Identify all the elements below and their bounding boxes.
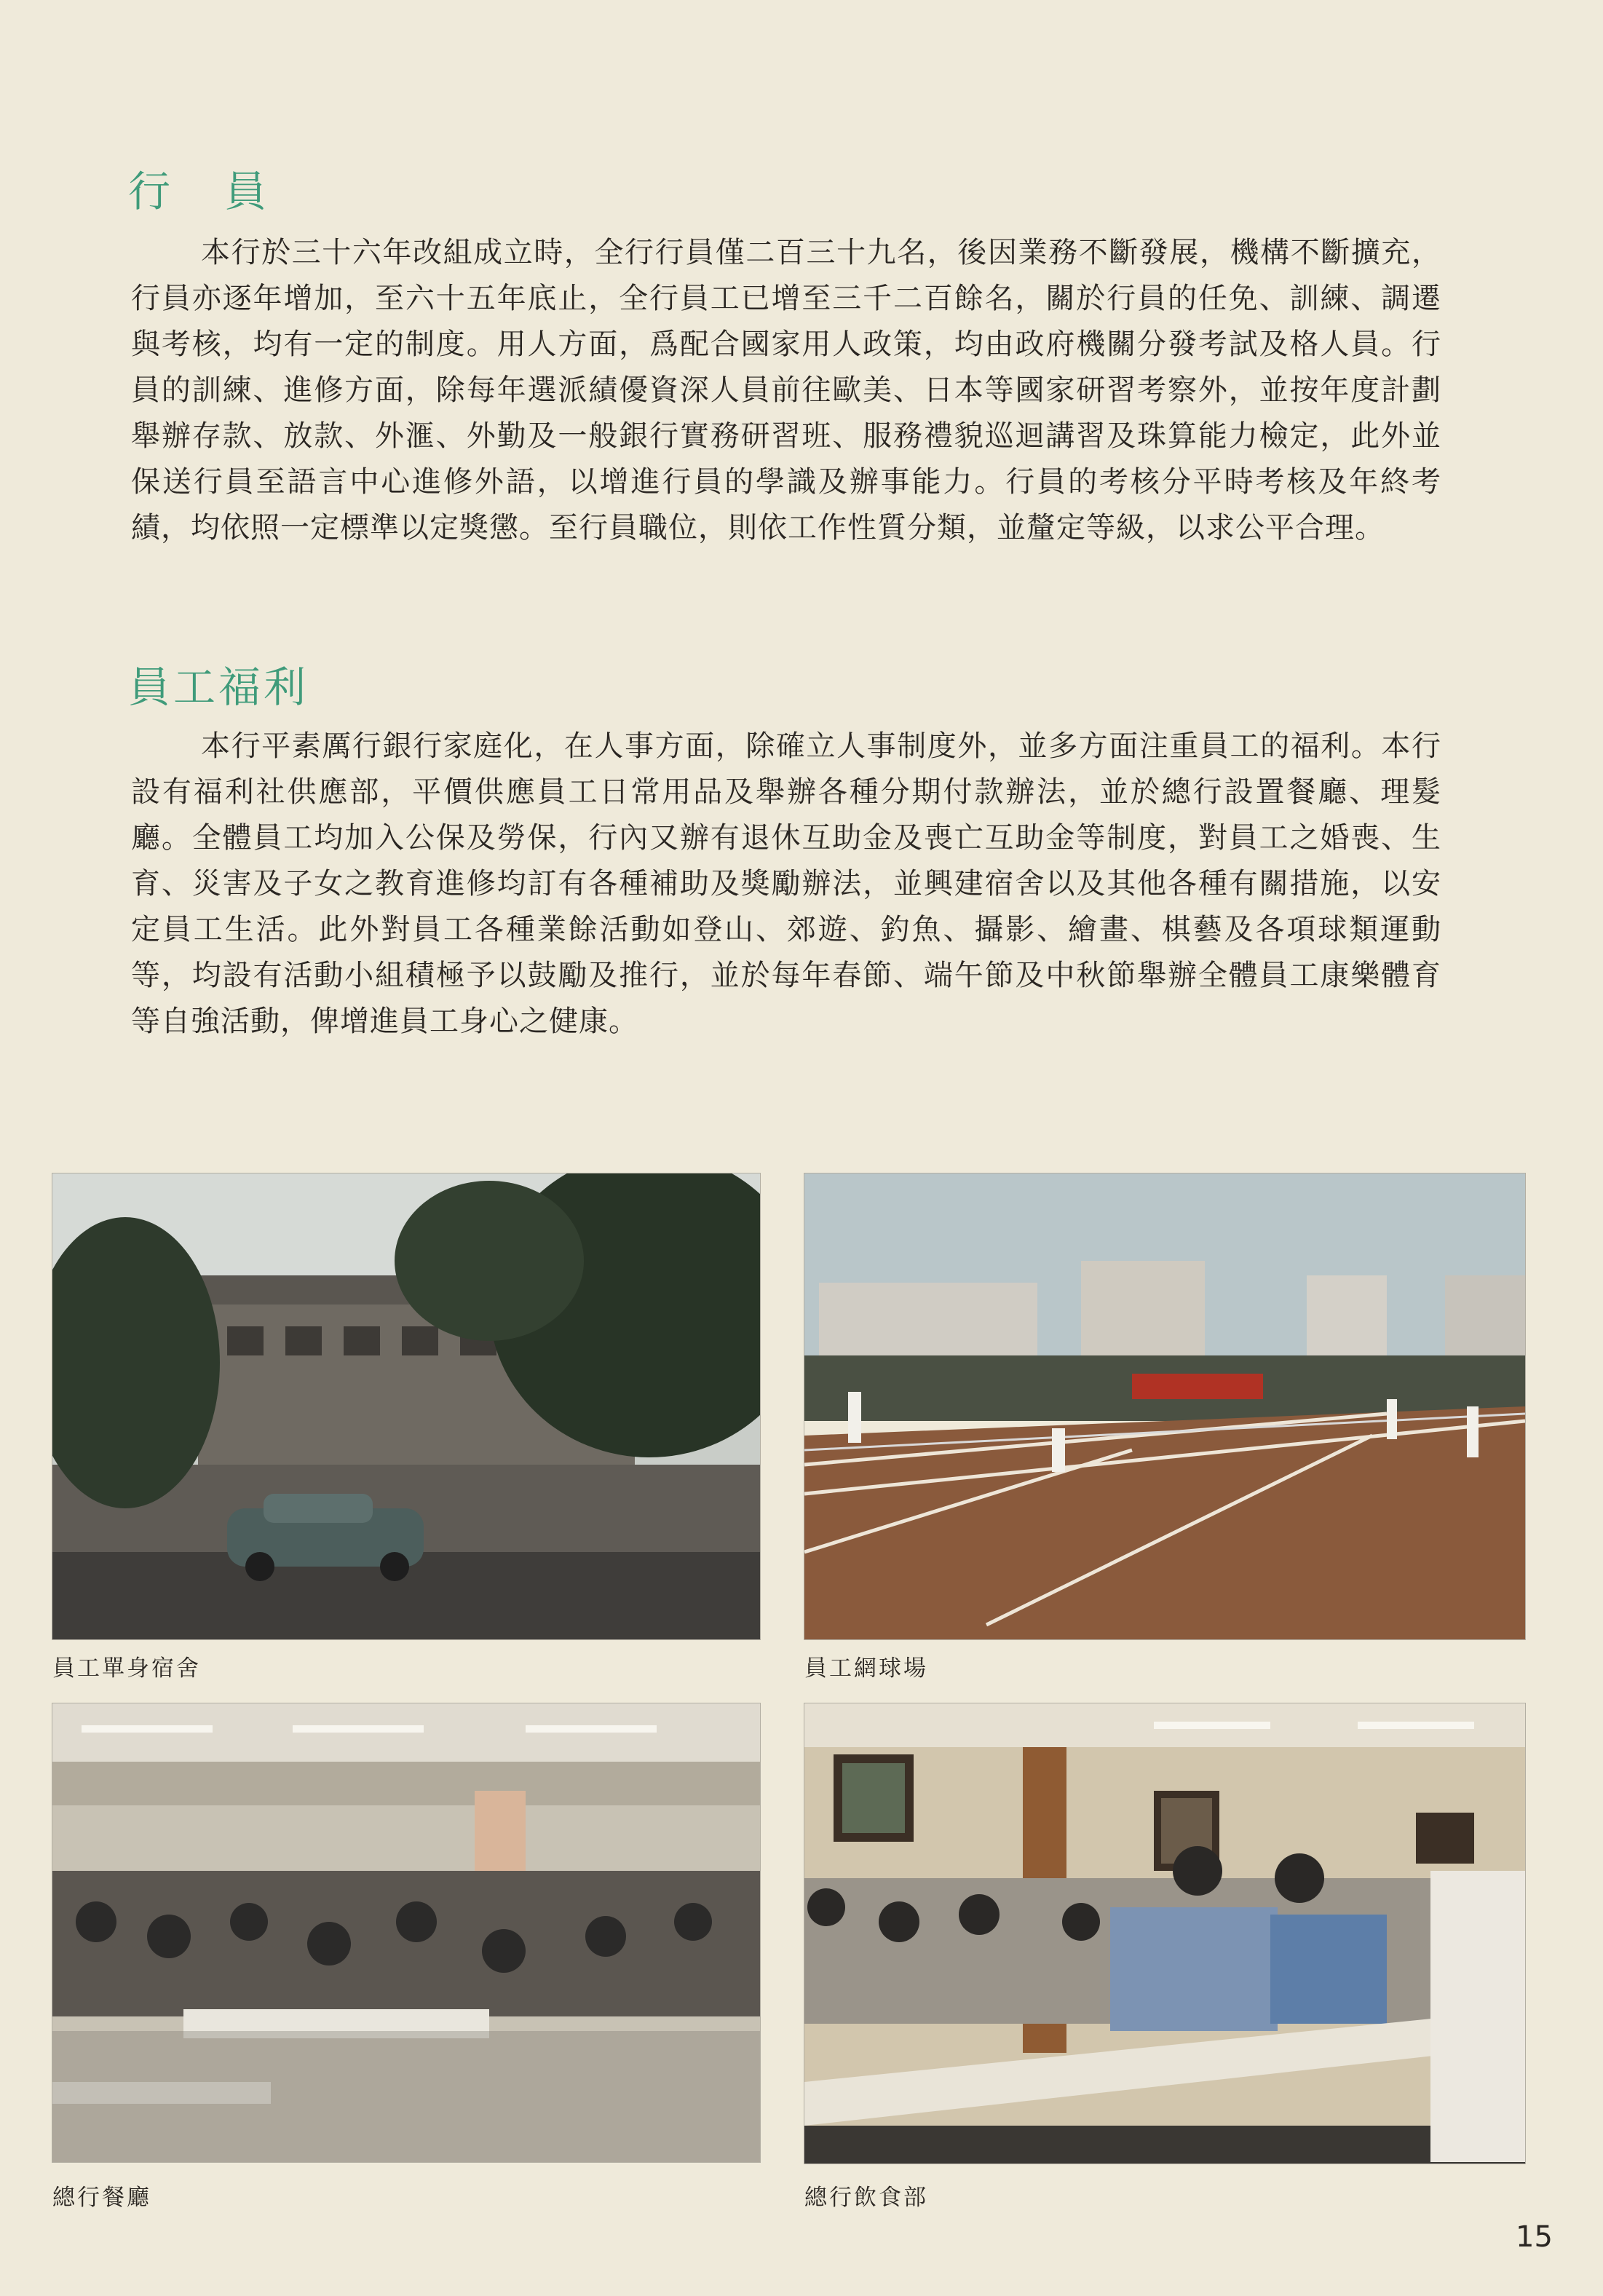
photo-tennis-court [804,1173,1525,1639]
section-heading-staff: 行 員 [128,167,288,216]
photo-canteen [52,1703,760,2162]
page-number: 15 [1516,2220,1553,2254]
section-body-welfare: 本行平素厲行銀行家庭化，在人事方面，除確立人事制度外，並多方面注重員工的福利。本行設有福利社供應部，平價供應員工日常用品及舉辦各種分期付款辦法，並於總行設置餐廳、理髮廳。全體員工均加入公保及勞保，行內又辦有退休互助金及喪亡互助金等制度，對員工之婚喪、生育、災害及子女之教育進修均訂有各種補助及獎勵辦法，並興建宿舍以及其他各種有關措施，以安定員工生活。此外對員工各種業餘活動如登山、郊遊、釣魚、攝影、繪畫、棋藝及各項球類運動等，均設有活動小組積極予以鼓勵及推行，並於每年春節、端午節及中秋節舉辦全體員工康樂體育等自強活動，俾增進員工身心之健康。 [131,729,1441,1038]
photo-dormitory [52,1173,760,1639]
section-heading-welfare: 員工福利 [128,662,309,712]
photo-food-counter [804,1703,1525,2164]
photo-caption-food-counter: 總行飲食部 [804,2185,928,2211]
section-body-staff: 本行於三十六年改組成立時，全行行員僅二百三十九名，後因業務不斷發展，機構不斷擴充，行員亦逐年增加，至六十五年底止，全行員工已增至三千二百餘名，關於行員的任免、訓練、調遷與考核，均有一定的制度。用人方面，爲配合國家用人政策，均由政府機關分發考試及格人員。行員的訓練、進修方面，除每年選派績優資深人員前往歐美、日本等國家研習考察外，並按年度計劃舉辦存款、放款、外滙、外勤及一般銀行實務研習班、服務禮貌巡迴講習及珠算能力檢定，此外並保送行員至語言中心進修外語，以增進行員的學識及辦事能力。行員的考核分平時考核及年終考績，均依照一定標準以定獎懲。至行員職位，則依工作性質分類，並釐定等級，以求公平合理。 [131,236,1441,545]
photo-caption-canteen: 總行餐廳 [52,2185,151,2211]
photo-caption-dormitory: 員工單身宿舍 [52,1655,201,1682]
photo-caption-tennis-court: 員工網球場 [804,1655,928,1682]
